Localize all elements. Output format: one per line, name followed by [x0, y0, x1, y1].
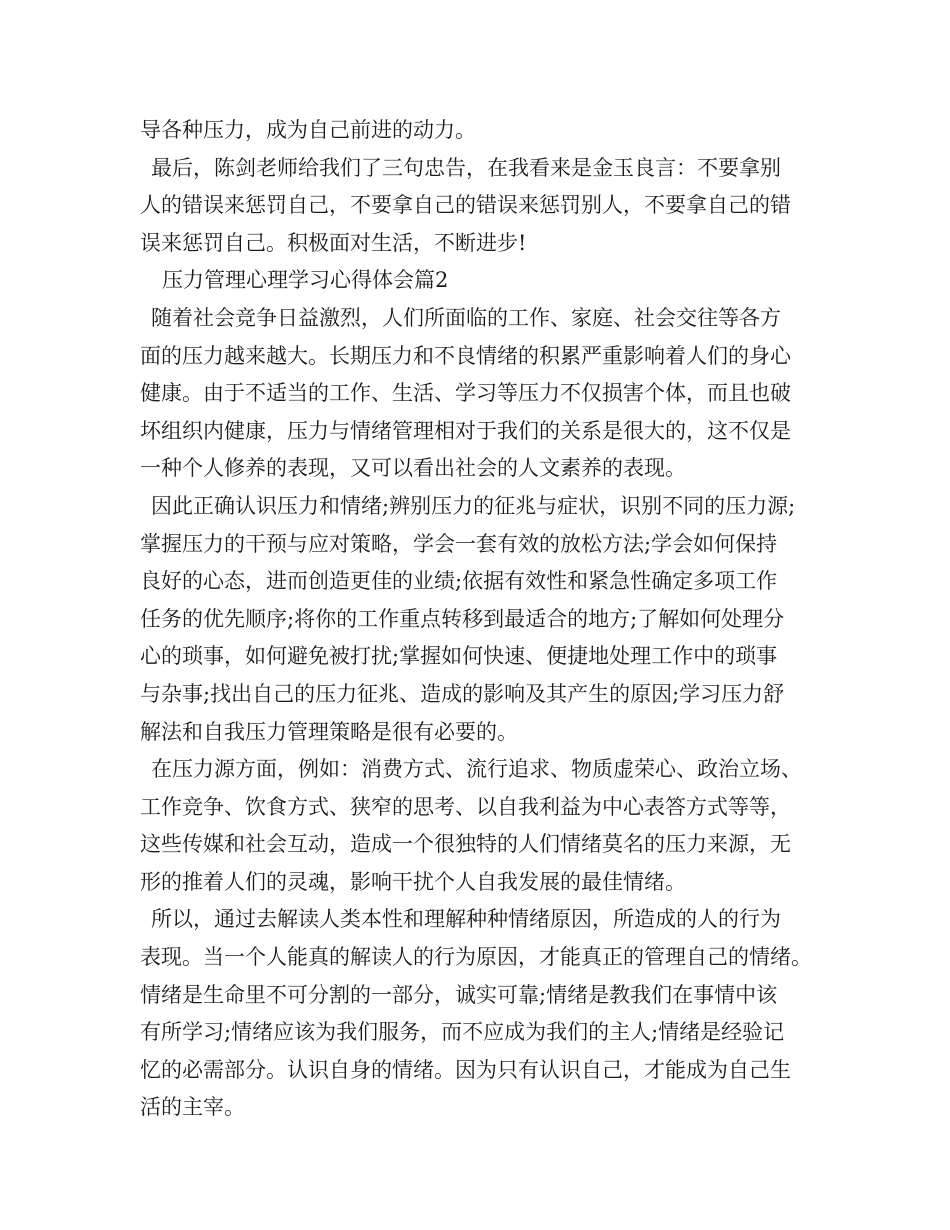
- text-line: 情绪是生命里不可分割的一部分，诚实可靠;情绪是教我们在事情中该: [140, 982, 778, 1007]
- text-line: 因此正确认识压力和情绪;辨别压力的征兆与症状，识别不同的压力源;: [151, 493, 796, 518]
- text-line: 解法和自我压力管理策略是很有必要的。: [140, 719, 518, 744]
- text-line: 活的主宰。: [140, 1095, 245, 1120]
- text-line: 人的错误来惩罚自己，不要拿自己的错误来惩罚别人，不要拿自己的错: [140, 193, 791, 218]
- text-line: 这些传媒和社会互动，造成一个很独特的人们情绪莫名的压力来源，无: [140, 832, 791, 857]
- text-line: 误来惩罚自己。积极面对生活，不断进步!: [140, 230, 527, 255]
- text-line: 坏组织内健康，压力与情绪管理相对于我们的关系是很大的，这不仅是: [140, 418, 791, 443]
- document-body: [140, 112, 830, 1127]
- text-line: 心的琐事，如何避免被打扰;掌握如何快速、便捷地处理工作中的琐事: [140, 644, 778, 669]
- text-line: 随着社会竞争日益激烈，人们所面临的工作、家庭、社会交往等各方: [151, 305, 781, 330]
- text-line: 表现。当一个人能真的解读人的行为原因，才能真正的管理自己的情绪。: [140, 945, 812, 970]
- text-line: 任务的优先顺序;将你的工作重点转移到最适合的地方;了解如何处理分: [140, 606, 785, 631]
- text-line: 有所学习;情绪应该为我们服务，而不应成为我们的主人;情绪是经验记: [140, 1020, 785, 1045]
- text-line: 工作竞争、饮食方式、狭窄的思考、以自我利益为中心表答方式等等，: [140, 794, 791, 819]
- section-heading: 压力管理心理学习心得体会篇2: [162, 268, 449, 293]
- text-line: 一种个人修养的表现，又可以看出社会的人文素养的表现。: [140, 456, 686, 481]
- text-line: 在压力源方面，例如：消费方式、流行追求、物质虚荣心、政治立场、: [151, 757, 802, 782]
- text-line: 良好的心态，进而创造更佳的业绩;依据有效性和紧急性确定多项工作: [140, 569, 778, 594]
- text-line: 健康。由于不适当的工作、生活、学习等压力不仅损害个体，而且也破: [140, 381, 791, 406]
- text-line: 所以，通过去解读人类本性和理解种种情绪原因，所造成的人的行为: [151, 907, 781, 932]
- text-line: 掌握压力的干预与应对策略，学会一套有效的放松方法;学会如何保持: [140, 531, 778, 556]
- text-line: 形的推着人们的灵魂，影响干扰个人自我发展的最佳情绪。: [140, 869, 686, 894]
- text-line: 面的压力越来越大。长期压力和不良情绪的积累严重影响着人们的身心: [140, 343, 791, 368]
- text-line: 与杂事;找出自己的压力征兆、造成的影响及其产生的原因;学习压力舒: [140, 681, 785, 706]
- text-line: 最后，陈剑老师给我们了三句忠告，在我看来是金玉良言：不要拿别: [151, 155, 781, 180]
- text-line: 导各种压力，成为自己前进的动力。: [140, 118, 476, 142]
- text-line: 忆的必需部分。认识自身的情绪。因为只有认识自己，才能成为自己生: [140, 1057, 791, 1082]
